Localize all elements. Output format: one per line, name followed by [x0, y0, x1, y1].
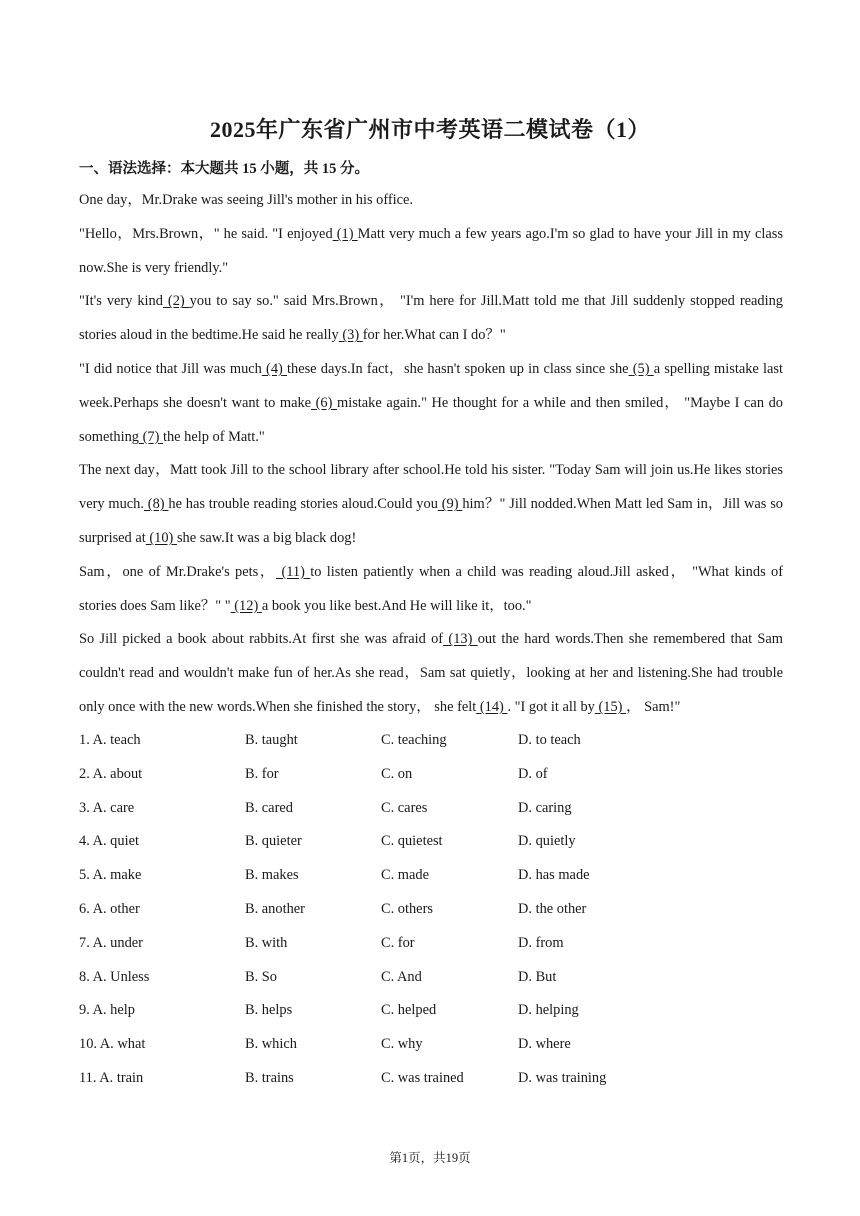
question-row [79, 859, 783, 893]
option-a: 3. A. care [79, 799, 135, 816]
option-a: 5. A. make [79, 867, 142, 884]
option-d: D. But [518, 968, 557, 985]
blank-number: (13) [448, 631, 473, 648]
option-c: C. made [381, 867, 429, 884]
option-a: 4. A. quiet [79, 833, 139, 850]
option-a: 7. A. under [79, 934, 143, 951]
option-c: C. teaching [381, 732, 447, 748]
section-heading: 一、语法选择：本大题共 15 小题，共 15 分。 [79, 161, 369, 177]
reading-passage [79, 184, 783, 725]
passage-text: Matt very much a few years ago.I'm so glad to have your Jill in my class now.She is very friendly." [79, 225, 783, 276]
blank-number: (12) [234, 597, 259, 614]
blank-number: (6) [315, 394, 333, 411]
question-row [79, 724, 783, 758]
option-c: C. for [381, 934, 415, 951]
question-row [79, 792, 783, 826]
passage-text: The next day，Matt took Jill to the school library after school.He told his sister. "Today Sam will join us.He likes stories very much. [79, 462, 783, 513]
option-c: C. others [381, 900, 433, 917]
question-row [79, 1028, 783, 1062]
blank-number: (3) [342, 327, 360, 344]
passage-text: out the hard words.Then she remembered that Sam couldn't read and wouldn't make fun of her.As she read，Sam sat quietly，looking at her and listening.She had trouble only once with the new words.When she finished the story， she felt [79, 631, 783, 715]
passage-text: ， Sam!" [626, 698, 681, 715]
question-row [79, 1062, 783, 1096]
option-a: 6. A. other [79, 900, 140, 917]
passage-paragraph [79, 623, 783, 724]
answer-options [79, 724, 783, 1096]
option-b: B. for [245, 765, 279, 782]
option-b: B. makes [245, 867, 299, 884]
option-a: 2. A. about [79, 765, 143, 782]
blank-number: (5) [632, 360, 650, 377]
blank-number: (2) [167, 293, 185, 310]
passage-paragraph [79, 353, 783, 454]
passage-paragraph [79, 556, 783, 624]
option-d: D. of [518, 765, 548, 782]
passage-text: she saw.It was a big black dog! [176, 529, 357, 546]
passage-text: a spelling mistake last week.Perhaps she doesn't want to make [79, 360, 783, 411]
passage-paragraph [79, 218, 783, 286]
passage-text: Sam，one of Mr.Drake's pets， [79, 563, 277, 580]
option-d: D. has made [518, 867, 590, 884]
option-d: D. helping [518, 1002, 579, 1019]
option-d: D. was training [518, 1069, 607, 1086]
passage-paragraph [79, 285, 783, 353]
blank-number: (10) [149, 529, 174, 546]
question-row [79, 961, 783, 995]
option-d: D. where [518, 1036, 571, 1053]
option-c: C. cares [381, 799, 428, 816]
option-a: 10. A. what [79, 1036, 146, 1053]
option-b: B. quieter [245, 833, 302, 850]
option-c: C. was trained [381, 1069, 464, 1086]
passage-text: to listen patiently when a child was reading aloud.Jill asked， "What kinds of stories does Sam like？" " [79, 563, 784, 614]
option-b: B. another [245, 900, 305, 917]
passage-text: these days.In fact，she hasn't spoken up in class since she [287, 360, 629, 377]
option-d: D. quietly [518, 833, 576, 850]
option-b: B. which [245, 1036, 297, 1053]
option-b: B. So [245, 968, 277, 985]
blank-number: (4) [266, 360, 283, 377]
option-a: 11. A. train [79, 1069, 144, 1086]
blank-number: (7) [142, 428, 160, 445]
passage-text: mistake again." He thought for a while and then smiled， "Maybe I can do something [79, 394, 783, 445]
passage-text: for her.What can I do？" [362, 327, 506, 344]
blank-number: (15) [598, 698, 623, 715]
passage-text: "It's very kind [79, 293, 163, 310]
question-row [79, 893, 783, 927]
passage-text: he has trouble reading stories aloud.Could you [168, 496, 438, 513]
option-c: C. on [381, 765, 413, 782]
passage-text: "Hello，Mrs.Brown，" he said. "I enjoyed [79, 225, 333, 242]
passage-text: a book you like best.And He will like it，too." [261, 597, 532, 614]
option-b: B. with [245, 934, 288, 951]
question-row [79, 758, 783, 792]
blank-number: (9) [441, 496, 459, 513]
passage-text: So Jill picked a book about rabbits.At first she was afraid of [79, 631, 444, 648]
passage-paragraph [79, 454, 783, 555]
option-b: B. helps [245, 1002, 293, 1019]
option-b: B. trains [245, 1069, 294, 1086]
option-a: 8. A. Unless [79, 968, 150, 985]
blank-number: (1) [336, 225, 354, 242]
option-d: D. to teach [518, 732, 581, 748]
blank-number: (11) [281, 563, 305, 580]
option-b: B. cared [245, 799, 293, 816]
passage-text: One day，Mr.Drake was seeing Jill's mother in his office. [79, 192, 414, 208]
passage-text: you to say so." said Mrs.Brown， "I'm here for Jill.Matt told me that Jill suddenly stopped reading stories aloud in the bedtime.He said he really [79, 293, 783, 344]
blank-number: (8) [147, 496, 165, 513]
passage-paragraph [79, 184, 783, 218]
option-c: C. helped [381, 1002, 437, 1019]
passage-text: "I did notice that Jill was much [79, 360, 262, 377]
passage-text: him？" Jill nodded.When Matt led Sam in，Jill was so surprised at [79, 496, 783, 546]
option-d: D. from [518, 934, 564, 951]
option-d: D. caring [518, 799, 572, 816]
option-c: C. And [381, 968, 422, 985]
page-footer: 第1页，共19页 [389, 1151, 471, 1165]
passage-text: the help of Matt." [162, 428, 265, 445]
option-c: C. quietest [381, 833, 443, 850]
option-d: D. the other [518, 900, 587, 917]
option-c: C. why [381, 1036, 423, 1053]
option-b: B. taught [245, 732, 298, 748]
question-row [79, 994, 783, 1028]
question-row [79, 927, 783, 961]
passage-text: . "I got it all by [507, 698, 595, 715]
option-a: 9. A. help [79, 1002, 135, 1019]
option-a: 1. A. teach [79, 732, 141, 748]
blank-number: (14) [479, 698, 504, 715]
question-row [79, 825, 783, 859]
page-title: 2025年广东省广州市中考英语二模试卷（1） [209, 117, 650, 142]
